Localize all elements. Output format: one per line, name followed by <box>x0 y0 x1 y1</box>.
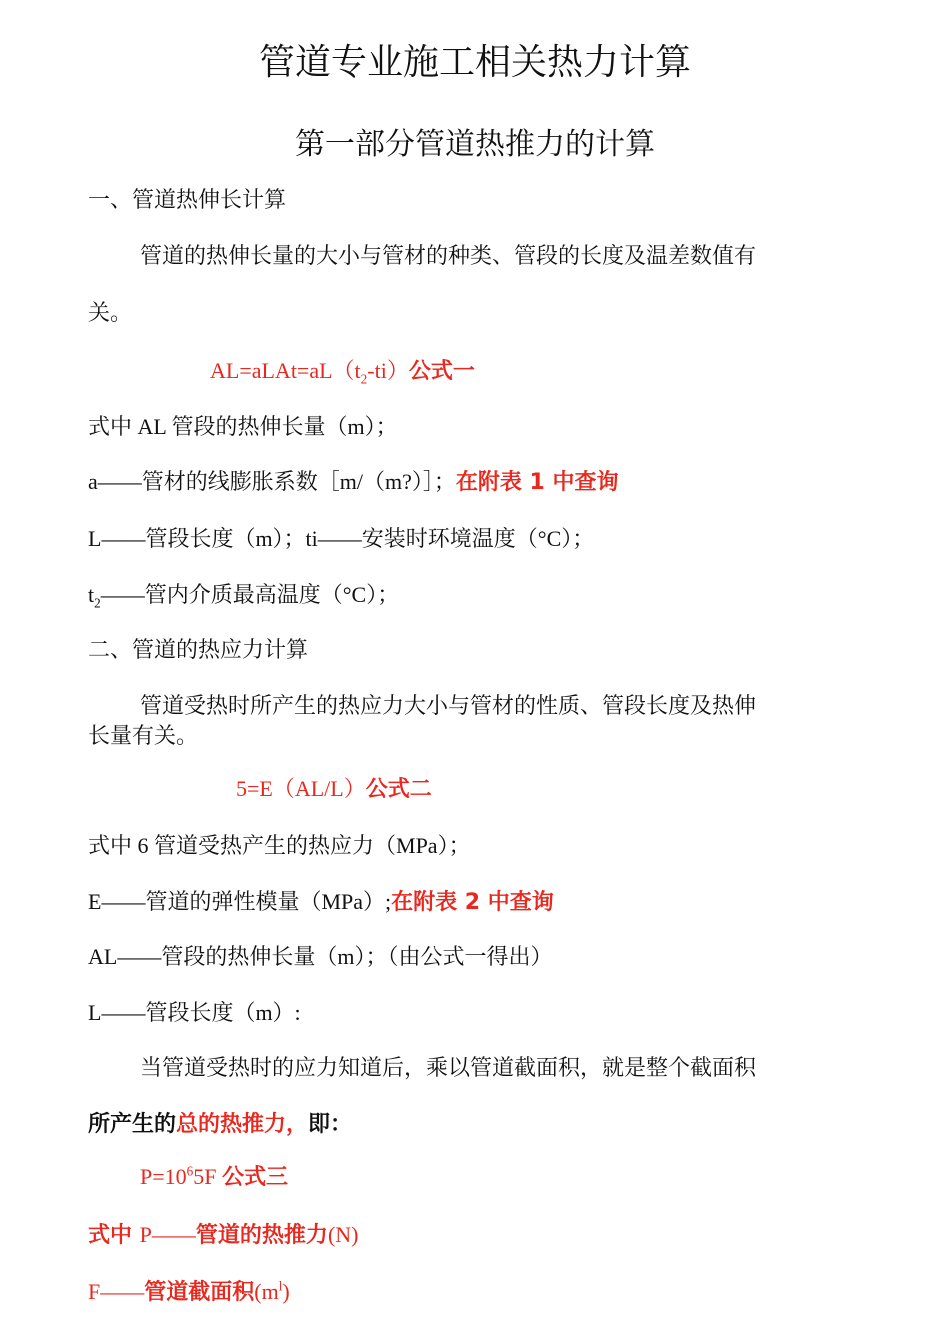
definition-t2 <box>88 580 399 610</box>
definition-a-text: a——管材的线膨胀系数［m/（m?）］； <box>88 469 456 494</box>
definition-length: L——管段长度（m）: <box>88 1000 301 1025</box>
paragraph2-text-end: 即： <box>308 1112 353 1137</box>
formula-1-subscript: 2 <box>360 371 368 387</box>
section1-paragraph-line1: 管道的热伸长量的大小与管材的种类、管段的长度及温差数值有 <box>140 244 757 269</box>
section2-heading: 二、管道的热应力计算 <box>88 638 309 663</box>
section2-paragraph-line2: 长量有关。 <box>88 724 199 749</box>
section1-paragraph-line2: 关。 <box>88 301 133 326</box>
definition-f-superscript: l <box>278 1278 283 1294</box>
document-title: 管道专业施工相关热力计算 <box>258 42 691 83</box>
definition-f-symbol: F—— <box>88 1279 145 1304</box>
definition-t2-text: ——管内介质最高温度（°C）； <box>100 582 400 607</box>
definition-l-ti: L——管段长度（m）；ti——安装时环境温度（°C）； <box>88 526 595 551</box>
definition-t2-symbol: t <box>88 582 95 607</box>
definition-a-note: 在附表 1 中查询 <box>455 470 619 495</box>
definition-stress: 式中 6 管道受热产生的热应力（MPa）； <box>88 833 471 858</box>
part-title: 第一部分管道热推力的计算 <box>295 127 655 162</box>
definition-e <box>88 887 554 918</box>
formula-1 <box>210 356 475 387</box>
definition-al: 式中 AL 管段的热伸长量（m）； <box>88 414 398 439</box>
formula-3-superscript: 6 <box>186 1163 194 1179</box>
definition-p-text: 管道的热推力 <box>195 1223 328 1248</box>
section2-paragraph2-line2 <box>88 1110 352 1140</box>
formula-2 <box>236 774 432 805</box>
formula-1-text: AL=aLAt=aL（t <box>210 358 361 383</box>
definition-f-unit: (m <box>254 1279 279 1304</box>
formula-1-label: 公式一 <box>408 359 475 384</box>
definition-f <box>88 1277 290 1308</box>
definition-e-text: E——管道的弹性模量（MPa）; <box>88 889 392 914</box>
formula-3 <box>140 1162 288 1193</box>
definition-e-note: 在附表 2 中查询 <box>391 890 554 915</box>
total-thrust-highlight: 总的热推力， <box>176 1112 309 1137</box>
section2-paragraph-line1: 管道受热时所产生的热应力大小与管材的性质、管段长度及热伸 <box>140 694 757 719</box>
definition-p-unit: (N) <box>327 1222 359 1247</box>
formula-1-text-end: -ti） <box>367 358 409 383</box>
definition-t2-subscript: 2 <box>94 595 101 611</box>
formula-2-text: 5=E（AL/L） <box>236 776 366 801</box>
section1-heading: 一、管道热伸长计算 <box>88 188 287 213</box>
formula-3-text: P=10 <box>140 1164 187 1189</box>
formula-3-text-end: 5F <box>193 1164 222 1189</box>
formula-2-label: 公式二 <box>365 777 432 802</box>
definition-p-symbol: P—— <box>139 1222 196 1247</box>
formula-3-label: 公式三 <box>222 1165 289 1190</box>
paragraph2-text: 所产生的 <box>88 1112 177 1137</box>
definition-delta-l: AL——管段的热伸长量（m）；（由公式一得出） <box>88 944 553 969</box>
definition-p <box>88 1220 358 1251</box>
definition-f-text: 管道截面积 <box>144 1280 255 1305</box>
definition-p-prefix: 式中 <box>88 1223 140 1248</box>
definition-a <box>88 467 619 498</box>
definition-f-unit-end: ) <box>282 1279 290 1304</box>
section2-paragraph2-line1: 当管道受热时的应力知道后，乘以管道截面积，就是整个截面积 <box>140 1056 757 1081</box>
